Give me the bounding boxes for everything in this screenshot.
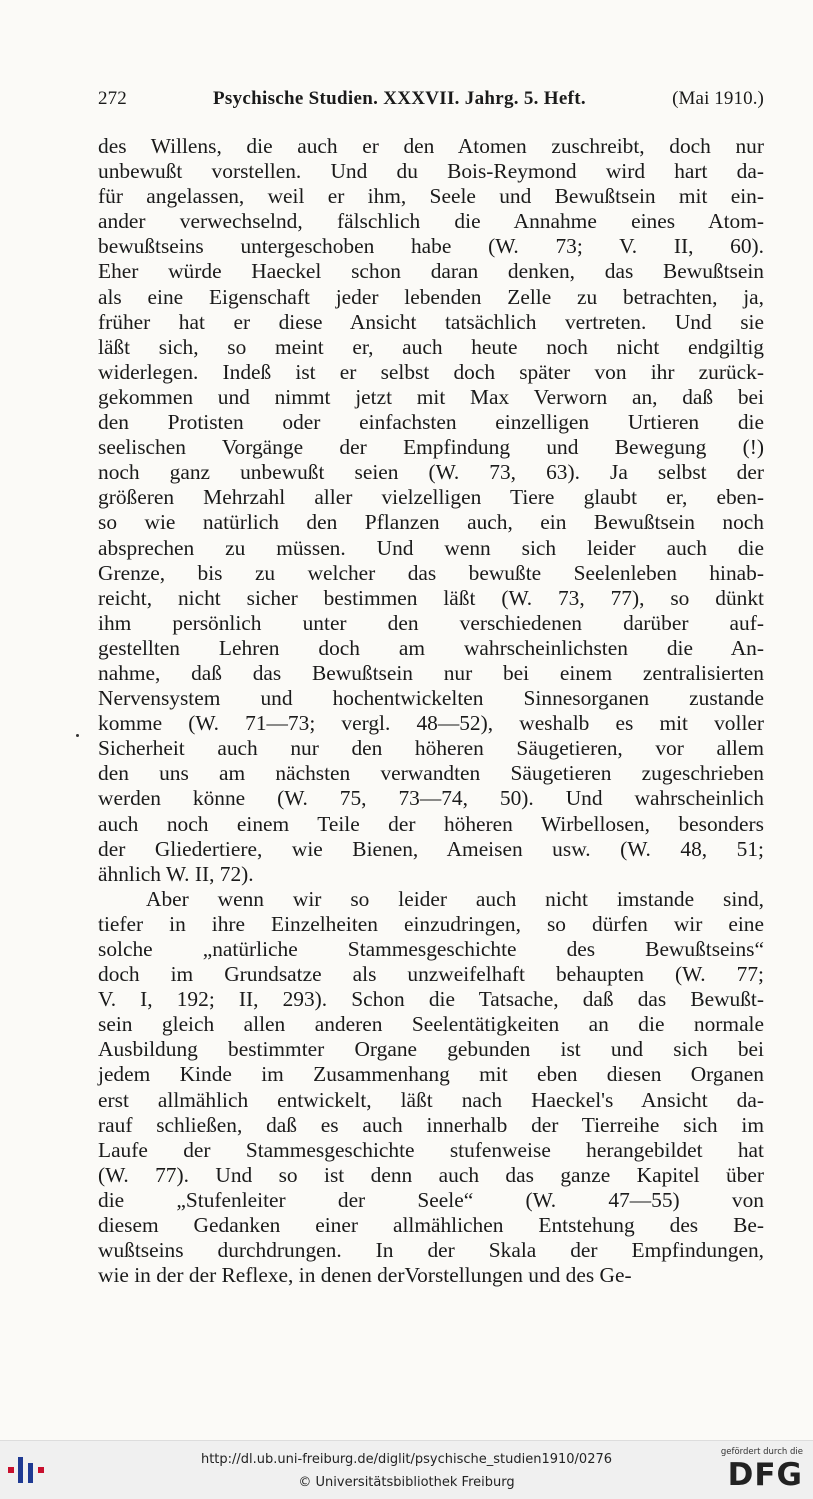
text-line: (W. 77). Und so ist denn auch das ganze Kapitel über (98, 1162, 764, 1187)
text-line: gekommen und nimmt jetzt mit Max Verworn an, daß bei (98, 384, 764, 409)
text-line: des Willens, die auch er den Atomen zuschreibt, doch nur (98, 134, 764, 158)
journal-title: Psychische Studien. XXXVII. Jahrg. 5. Heft. (213, 88, 586, 109)
text-line: den uns am nächsten verwandten Säugetieren zugeschrieben (98, 761, 764, 786)
text-line: wußtseins durchdrungen. In der Skala der Empfindungen, (98, 1238, 764, 1263)
text-line: solche „natürliche Stammesgeschichte des Bewußtseins“ (98, 937, 764, 961)
dfg-logo (713, 1447, 803, 1495)
text-line: absprechen zu müssen. Und wenn sich leider auch die (98, 535, 764, 560)
text-line: so wie natürlich den Pflanzen auch, ein Bewußtsein noch (98, 510, 764, 535)
text-line: auch noch einem Teile der höheren Wirbellosen, besonders (98, 811, 764, 836)
text-line: sein gleich allen anderen Seelentätigkeiten an die normale (98, 1012, 764, 1037)
running-head (98, 88, 764, 110)
text-line: Laufe der Stammesgeschichte stufenweise herangebildet hat (98, 1137, 764, 1162)
body-text (98, 134, 764, 1288)
text-line: Ausbildung bestimmter Organe gebunden ist und sich bei (98, 1037, 764, 1062)
margin-mark (76, 734, 79, 737)
text-line: bewußtseins untergeschoben habe (W. 73; V. II, 60). (98, 234, 764, 259)
text-line: Grenze, bis zu welcher das bewußte Seelenleben hinab- (98, 560, 764, 585)
page-number: 272 (98, 88, 127, 109)
text-line: erst allmählich entwickelt, läßt nach Haeckel's Ansicht da- (98, 1087, 764, 1112)
text-line: den Protisten oder einfachsten einzelligen Urtieren die (98, 410, 764, 435)
document-url[interactable]: http://dl.ub.uni-freiburg.de/diglit/psychische_studien1910/0276 (200, 1452, 613, 1467)
footer-bar (0, 1440, 813, 1499)
text-line: Nervensystem und hochentwickelten Sinnesorganen zustande (98, 686, 764, 711)
text-line: V. I, 192; II, 293). Schon die Tatsache, daß das Bewußt- (98, 987, 764, 1012)
text-line: früher hat er diese Ansicht tatsächlich vertreten. Und sie (98, 309, 764, 334)
text-line: rauf schließen, daß es auch innerhalb der Tierreihe sich im (98, 1112, 764, 1137)
funder-mark: DFG (727, 1457, 803, 1493)
text-line: doch im Grundsatze als unzweifelhaft behaupten (W. 77; (98, 962, 764, 987)
text-line: seelischen Vorgänge der Empfindung und Bewegung (!) (98, 435, 764, 460)
text-line: widerlegen. Indeß ist er selbst doch später von ihr zurück- (98, 359, 764, 384)
text-line: jedem Kinde im Zusammenhang mit eben diesen Organen (98, 1062, 764, 1087)
text-line: Eher würde Haeckel schon daran denken, das Bewußtsein (98, 259, 764, 284)
text-line: noch ganz unbewußt seien (W. 73, 63). Ja selbst der (98, 460, 764, 485)
text-line: ihm persönlich unter den verschiedenen darüber auf- (98, 610, 764, 635)
text-line: Sicherheit auch nur den höheren Säugetieren, vor allem (98, 736, 764, 761)
text-line: die „Stufenleiter der Seele“ (W. 47—55) von (98, 1187, 764, 1212)
text-line: wie in der der Reflexe, in denen derVorstellungen und des Ge- (98, 1263, 632, 1288)
text-line: komme (W. 71—73; vergl. 48—52), weshalb es mit voller (98, 711, 764, 736)
text-line: tiefer in ihre Einzelheiten einzudringen, so dürfen wir eine (98, 911, 764, 936)
text-line: unbewußt vorstellen. Und du Bois-Reymond wird hart da- (98, 159, 764, 184)
text-line: Aber wenn wir so leider auch nicht imstande sind, (146, 886, 764, 911)
issue-date: (Mai 1910.) (672, 88, 764, 109)
text-line: ander verwechselnd, fälschlich die Annahme eines Atom- (98, 209, 764, 234)
text-line: größeren Mehrzahl aller vielzelligen Tiere glaubt er, eben- (98, 485, 764, 510)
text-line: reicht, nicht sicher bestimmen läßt (W. 73, 77), so dünkt (98, 585, 764, 610)
text-line: als eine Eigenschaft jeder lebenden Zelle zu betrachten, ja, (98, 284, 764, 309)
text-line: für angelassen, weil er ihm, Seele und Bewußtsein mit ein- (98, 184, 764, 209)
funder-caption: gefördert durch die (720, 1447, 803, 1457)
text-line: nahme, daß das Bewußtsein nur bei einem zentralisierten (98, 660, 764, 685)
text-line: läßt sich, so meint er, auch heute noch nicht endgiltig (98, 334, 764, 359)
text-line: gestellten Lehren doch am wahrscheinlichsten die An- (98, 635, 764, 660)
copyright-notice: © Universitätsbibliothek Freiburg (298, 1475, 515, 1490)
text-line: diesem Gedanken einer allmählichen Entstehung des Be- (98, 1213, 764, 1238)
text-line: werden könne (W. 75, 73—74, 50). Und wahrscheinlich (98, 786, 764, 811)
text-line: ähnlich W. II, 72). (98, 861, 254, 886)
text-line: der Gliedertiere, wie Bienen, Ameisen usw. (W. 48, 51; (98, 836, 764, 861)
